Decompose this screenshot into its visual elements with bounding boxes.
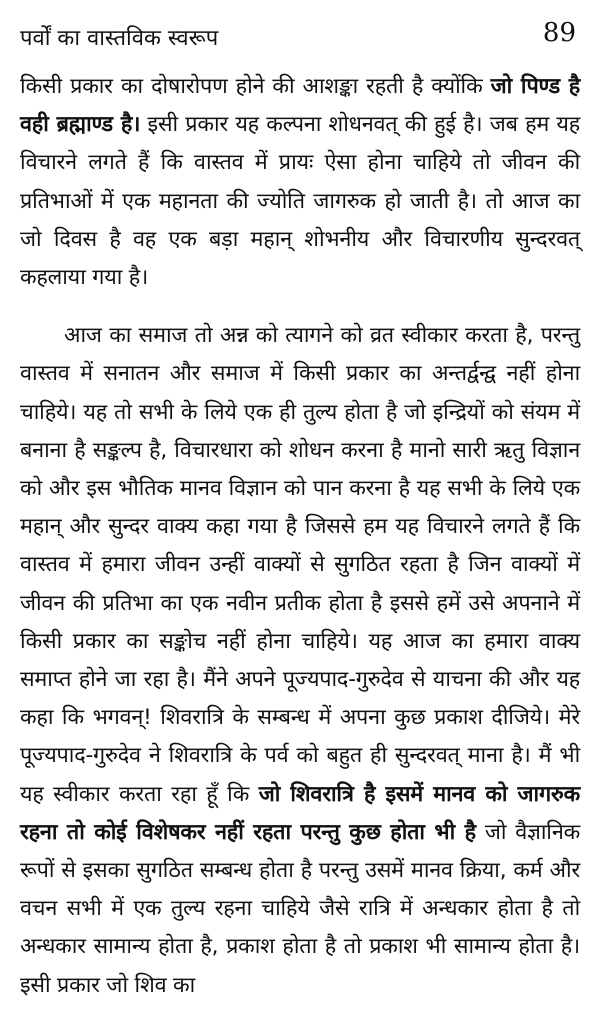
text-run: किसी प्रकार का दोषारोपण होने की आशङ्का रहती है क्योंकि — [20, 74, 491, 99]
bold-text-run: जो शिवरात्रि है इसमें मानव को जागरुक रहना तो कोई विशेषकर नहीं रहता परन्तु कुछ होता भी है — [20, 781, 580, 845]
page-header — [20, 10, 580, 60]
paragraph-2 — [20, 317, 580, 1005]
paragraph-1 — [20, 68, 580, 297]
text-run: जो वैज्ञानिक रूपों से इसका सुगठित सम्बन्ध होता है परन्तु उसमें मानव क्रिया, कर्म और वचन सभी में एक तुल्य रहना चाहिये जैसे रात्रि में अन्धकार होता है तो अन्धकार सामान्य होता है, प्रकाश होता है तो प्रकाश भी सामान्य होता है। इसी प्रकार जो शिव का — [20, 819, 581, 998]
text-run: आज का समाज तो अन्न को त्यागने को व्रत स्वीकार करता है, परन्तु वास्तव में सनातन और समाज में किसी प्रकार का अन्तर्द्वन्द्व नहीं होना चाहिये। यह तो सभी के लिये एक ही तुल्य होता है जो इन्द्रियों को संयम में बनाना है सङ्कल्प है, विचारधारा को शोधन करना है मानो सारी ऋतु विज्ञान को और इस भौतिक मानव विज्ञान को पान करना है यह सभी के लिये एक महान् और सुन्दर वाक्य कहा गया है जिससे हम यह विचारने लगते हैं कि वास्तव में हमारा जीवन उन्हीं वाक्यों से सुगठित रहता है जिन वाक्यों में जीवन की प्रतिभा का एक नवीन प्रतीक होता है इससे हमें उसे अपनाने में किसी प्रकार का सङ्कोच नहीं होना चाहिये। यह आज का हमारा वाक्य समाप्त होने जा रहा है। मैंने अपने पूज्यपाद-गुरुदेव से याचना की और यह कहा कि भगवन्! शिवरात्रि के सम्बन्ध में अपना कुछ प्रकाश दीजिये। मेरे पूज्यपाद-गुरुदेव ने शिवरात्रि के पर्व को बहुत ही सुन्दरवत् माना है। मैं भी यह स्वीकार करता रहा हूँ कि — [20, 323, 580, 807]
page-body — [20, 68, 580, 1005]
text-run: इसी प्रकार यह कल्पना शोधनवत् की हुई है। जब हम यह विचारने लगते हैं कि वास्तव में प्रायः ऐसा होना चाहिये तो जीवन की प्रतिभाओं में एक महानता की ज्योति जागरुक हो जाती है। तो आज का जो दिवस है वह एक बड़ा महान् शोभनीय और विचारणीय सुन्दरवत् कहलाया गया है। — [20, 112, 581, 291]
page-number: 89 — [542, 18, 576, 48]
running-title: पर्वों का वास्तविक स्वरूप — [20, 26, 219, 51]
bold-text-run: जो पिण्ड है वही ब्रह्माण्ड है। — [20, 74, 580, 138]
